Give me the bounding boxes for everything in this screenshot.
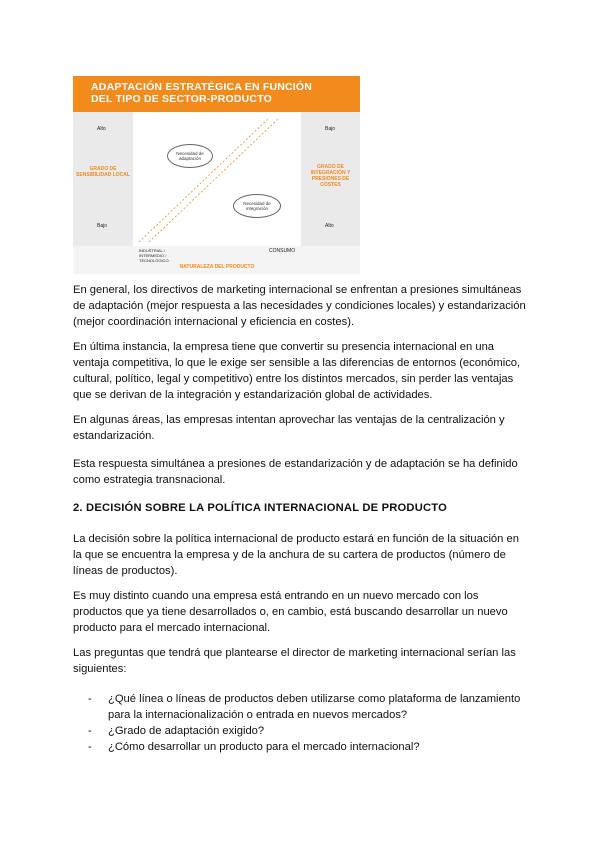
paragraph-5: La decisión sobre la política internacional de producto estará en función de la situación en la que se encuentra la empresa y de la anchura de su cartera de productos (número de líneas de productos). <box>73 533 519 577</box>
diagonal-line-2 <box>149 118 279 242</box>
right-top-label: Bajo <box>325 126 336 132</box>
paragraph-1: En general, los directivos de marketing internacional se enfrentan a presiones simultáneas de adaptación (mejor respuesta a las necesidades y condiciones locales) y estandarización (mejor coordinación internacional y eficiencia en costes). <box>73 284 526 328</box>
paragraph-2: En última instancia, la empresa tiene que convertir su presencia internacional en una ventaja competitiva, lo que le exige ser sensible a las diferencias de entornos (económico, cultural, político, legal y competitivo) entre los distintos mercados, sin perder las ventajas que se derivan de la integración y estandarización global de actividades. <box>73 341 521 401</box>
section-heading: 2. DECISIÓN SOBRE LA POLÍTICA INTERNACIONAL DE PRODUCTO <box>73 502 447 514</box>
paragraph-3: En algunas áreas, las empresas intentan aprovechar las ventajas de la centralización y estandarización. <box>73 414 505 442</box>
figure-plot-area <box>133 112 301 246</box>
figure-bottom-panel <box>73 246 360 274</box>
bottom-axis-label: NATURALEZA DEL PRODUCTO <box>179 264 255 270</box>
paragraph-4: Esta respuesta simultánea a presiones de estandarización y de adaptación se ha definido como estrategia transnacional. <box>73 458 518 486</box>
paragraph-6: Es muy distinto cuando una empresa está entrando en un nuevo mercado con los productos que ya tiene desarrollados o, en cambio, está buscando desarrollar un nuevo producto para el mercado internacional. <box>73 590 508 634</box>
figure-left-panel <box>73 112 133 246</box>
list-item-text: ¿Grado de adaptación exigido? <box>108 725 265 737</box>
figure-right-panel <box>301 112 360 246</box>
left-bottom-label: Bajo <box>97 223 108 229</box>
diagonal-line-1 <box>139 118 269 242</box>
bottom-right-label: CONSUMO <box>269 248 296 254</box>
strategic-adaptation-figure <box>73 76 360 274</box>
list-dash: - <box>88 741 92 753</box>
list-item <box>88 739 528 755</box>
left-top-label: Alto <box>97 126 106 132</box>
paragraph-7: Las preguntas que tendrá que plantearse el director de marketing internacional serían las siguientes: <box>73 647 516 675</box>
diagonal-lines <box>133 112 301 246</box>
list-dash: - <box>88 693 92 705</box>
right-bottom-label: Alto <box>325 223 334 229</box>
list-item-text: ¿Qué línea o líneas de productos deben utilizarse como plataforma de lanzamiento para la internacionalización o entrada en nuevos mercados? <box>108 693 521 721</box>
figure-title-line1: ADAPTACIÓN ESTRATÉGICA EN FUNCIÓN <box>91 81 313 93</box>
left-axis-label: GRADO DE SENSIBILIDAD LOCAL <box>76 166 130 178</box>
list-item <box>88 691 528 723</box>
figure-title <box>91 81 353 105</box>
figure-header <box>73 76 360 112</box>
questions-list <box>88 691 528 755</box>
list-dash: - <box>88 725 92 737</box>
oval-adaptation: Necesidad de adaptación <box>167 144 213 168</box>
bottom-left-label: INDUSTRIAL / INTERMEDIO / TECNOLÓGICO <box>139 248 169 263</box>
list-item <box>88 723 528 739</box>
list-item-text: ¿Cómo desarrollar un producto para el mercado internacional? <box>108 741 420 753</box>
right-axis-label: GRADO DE INTEGRACIÓN Y PRESIONES DE COSTES <box>310 164 351 188</box>
figure-title-line2: DEL TIPO DE SECTOR-PRODUCTO <box>91 93 273 105</box>
oval-integration: Necesidad de integración <box>233 194 281 218</box>
